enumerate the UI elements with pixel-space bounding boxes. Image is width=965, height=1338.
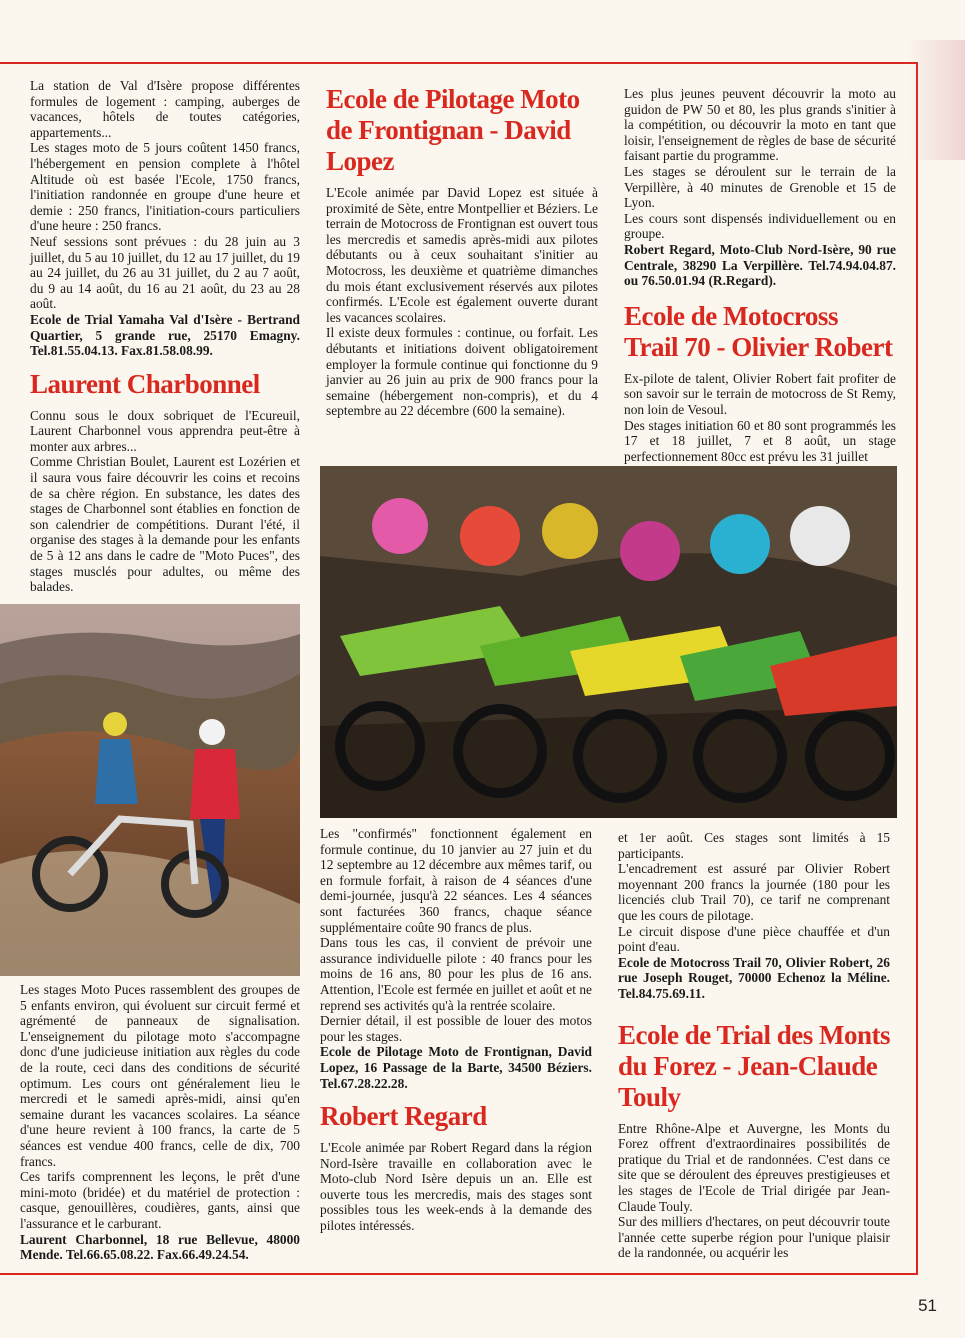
address-block: Ecole de Motocross Trail 70, Olivier Robert, 26 rue Joseph Rouget, 70000 Echenoz la Méline. Tel.84.75.69.11. — [618, 954, 890, 1001]
column-2 — [326, 84, 598, 419]
heading-charbonnel: Laurent Charbonnel — [30, 368, 260, 399]
paragraph: Connu sous le doux sobriquet de l'Ecureuil, Laurent Charbonnel vous apprendra peut-être à monter aux arbres... — [30, 407, 300, 454]
paragraph: Dernier détail, il est possible de louer des motos pour les stages. — [320, 1013, 592, 1044]
paragraph: Il existe deux formules : continue, ou forfait. Les débutants et initiations doivent obligatoirement employer la formule continue qui fonctionne du 9 janvier au 26 juin au prix de 900 francs pour la semaine (hébergement non-compris), et du 4 septembre au 22 décembre (600 la semaine). — [326, 325, 598, 419]
column-1-lower — [20, 982, 300, 1263]
paragraph: Les plus jeunes peuvent découvrir la moto au guidon de PW 50 et 80, les plus grands s'initier à la compétition, ou découvrir la moto en tant que loisir, l'enseignement de règles de base de sécurité faisant partie du programme. — [624, 86, 896, 164]
paragraph: Dans tous les cas, il convient de prévoir une assurance individuelle pilote : 40 francs pour les moins de 16 ans, 80 pour les plus de 16 ans. Attention, l'Ecole est fermée en juillet et août et ne reprend ses activités qu'à la rentrée scolaire. — [320, 935, 592, 1013]
column-3 — [624, 86, 896, 464]
paragraph: Des stages initiation 60 et 80 sont programmés les 17 et 18 juillet, 7 et 8 août, un stage perfectionnement 80cc est prévu les 31 juillet — [624, 417, 896, 464]
column-1 — [30, 78, 300, 595]
heading-touly: Ecole de Trial des Monts du Forez - Jean-Claude Touly — [618, 1019, 890, 1112]
address-block: Ecole de Trial Yamaha Val d'Isère - Bertrand Quartier, 5 grande rue, 25170 Emagny. Tel.81.55.04.13. Fax.81.58.08.99. — [30, 311, 300, 359]
paragraph: Les "confirmés" fonctionnent également en formule continue, du 10 janvier au 27 juin et du 12 septembre au 12 décembre aux mêmes tarif, ou en formule forfait, à raison de 4 séances d'une demi-journée, jusqu'à 22 séances. Les 4 séances sont facturées 360 francs, chaque séance supplémentaire coûte 90 francs de plus. — [320, 826, 592, 935]
paragraph: L'encadrement est assuré par Olivier Robert moyennant 200 francs la journée (180 pour les licenciés club Trail 70), ce tarif ne comprenant que les cours de pilotage. — [618, 861, 890, 923]
paragraph: Les stages Moto Puces rassemblent des groupes de 5 enfants environ, qui évoluent sur circuit fermé et agrémenté de panneaux de signalisation. L'enseignement du pilotage moto s'accompagne donc d'une judicieuse initiation aux règles du code de la route, ceci dans des conditions de sécurité optimum. Les cours ont généralement lieu le mercredi et le samedi après-midi, ainsi qu'en semaine durant les vacances scolaires. La séance d'une heure revient à 100 francs, la carte de 5 séances est vendue 400 francs, celle de dix, 700 francs. — [20, 982, 300, 1169]
photo-motocross-start — [320, 466, 897, 818]
paragraph: La station de Val d'Isère propose différentes formules de logement : camping, auberges de vacances, hôtels de toutes catégories, appartements... — [30, 78, 300, 140]
photo-trial-riders-image — [0, 604, 300, 976]
page-number: 51 — [918, 1296, 937, 1315]
paragraph: Sur des milliers d'hectares, on peut découvrir toute l'année cette superbe région pour l'unique plaisir de la randonnée, ou acquérir les — [618, 1214, 890, 1261]
address-block: Robert Regard, Moto-Club Nord-Isère, 90 rue Centrale, 38290 La Verpillère. Tel.74.94.04.87. ou 76.50.01.94 (R.Regard). — [624, 241, 896, 289]
photo-motocross-start-image — [320, 466, 897, 818]
paragraph: L'Ecole animée par Robert Regard dans la région Nord-Isère travaille en collaboration avec le Moto-club Nord Isère depuis un an. Elle est ouverte tous les mercredis, mais des stages sont possibles tous les week-ends à la demande des pilotes intéressés. — [320, 1140, 592, 1234]
heading-robert: Ecole de Motocross Trail 70 - Olivier Robert — [624, 300, 893, 362]
paragraph: Le circuit dispose d'une pièce chauffée et d'un point d'eau. — [618, 923, 890, 955]
heading-lopez: Ecole de Pilotage Moto de Frontignan - David Lopez — [326, 84, 580, 176]
address-block: Ecole de Pilotage Moto de Frontignan, David Lopez, 16 Passage de la Barte, 34500 Béziers. Tel.67.28.22.28. — [320, 1044, 592, 1091]
paragraph: Ces tarifs comprennent les leçons, le prêt d'une mini-moto (bridée) et du matériel de protection : casque, genouillères, coudières, gants, ainsi que l'assurance et le carburant. — [20, 1169, 300, 1231]
paragraph: Comme Christian Boulet, Laurent est Lozérien et il saura vous faire découvrir les coins et recoins de sa chère région. En substance, les dates des stages de Charbonnel sont établies en fonction de son calendrier de compétitions. Durant l'été, il organise des stages à la demande pour les enfants de 5 à 12 ans dans le cadre de "Moto Puces", des stages musclés pour adultes, ou même des balades. — [30, 454, 300, 595]
paragraph: Les stages moto de 5 jours coûtent 1450 francs, l'hébergement en pension complete à l'hôtel Altitude où est basée l'Ecole, 1750 francs, l'initiation randonnée en groupe d'une heure et demie : 250 francs, l'initiation-cours particuliers d'une heure : 250 francs. — [30, 140, 300, 234]
paragraph: Ex-pilote de talent, Olivier Robert fait profiter de son savoir sur le terrain de motocross de St Remy, non loin de Vesoul. — [624, 370, 896, 417]
column-2-lower — [320, 826, 592, 1234]
paragraph: L'Ecole animée par David Lopez est située à proximité de Sète, entre Montpellier et Béziers. Le terrain de Motocross de Frontignan est ouvert tous les mercredis et samedis après-midi aux pilotes débutants ou à ceux souhaitant s'initier au Motocross, les deuxième et quatrième dimanches du mois étant exclusivement réservés aux pilotes confirmés. L'Ecole est également ouverte durant les vacances scolaires. — [326, 185, 598, 325]
paragraph: et 1er août. Ces stages sont limités à 15 participants. — [618, 830, 890, 861]
paragraph: Neuf sessions sont prévues : du 28 juin au 3 juillet, du 5 au 10 juillet, du 12 au 17 juillet, du 19 au 24 juillet, du 26 au 31 juillet, du 2 au 7 août, du 9 au 14 août, du 16 au 21 août, du 23 au 28 août. — [30, 233, 300, 312]
paragraph: Entre Rhône-Alpe et Auvergne, les Monts du Forez offrent d'extraordinaires possibilités de pratique du Trial et de randonnées. C'est dans ce site que se déroulent des épreuves prestigieuses et les stages de l'Ecole de Trial dirigée par Jean-Claude Touly. — [618, 1120, 890, 1214]
heading-regard: Robert Regard — [320, 1101, 487, 1132]
column-3-lower — [618, 830, 890, 1261]
address-block: Laurent Charbonnel, 18 rue Bellevue, 48000 Mende. Tel.66.65.08.22. Fax.66.49.24.54. — [20, 1231, 300, 1263]
photo-trial-riders — [0, 604, 300, 976]
paragraph: Les cours sont dispensés individuellement ou en groupe. — [624, 210, 896, 242]
paragraph: Les stages se déroulent sur le terrain de la Verpillère, à 40 minutes de Grenoble et 15 de Lyon. — [624, 163, 896, 211]
